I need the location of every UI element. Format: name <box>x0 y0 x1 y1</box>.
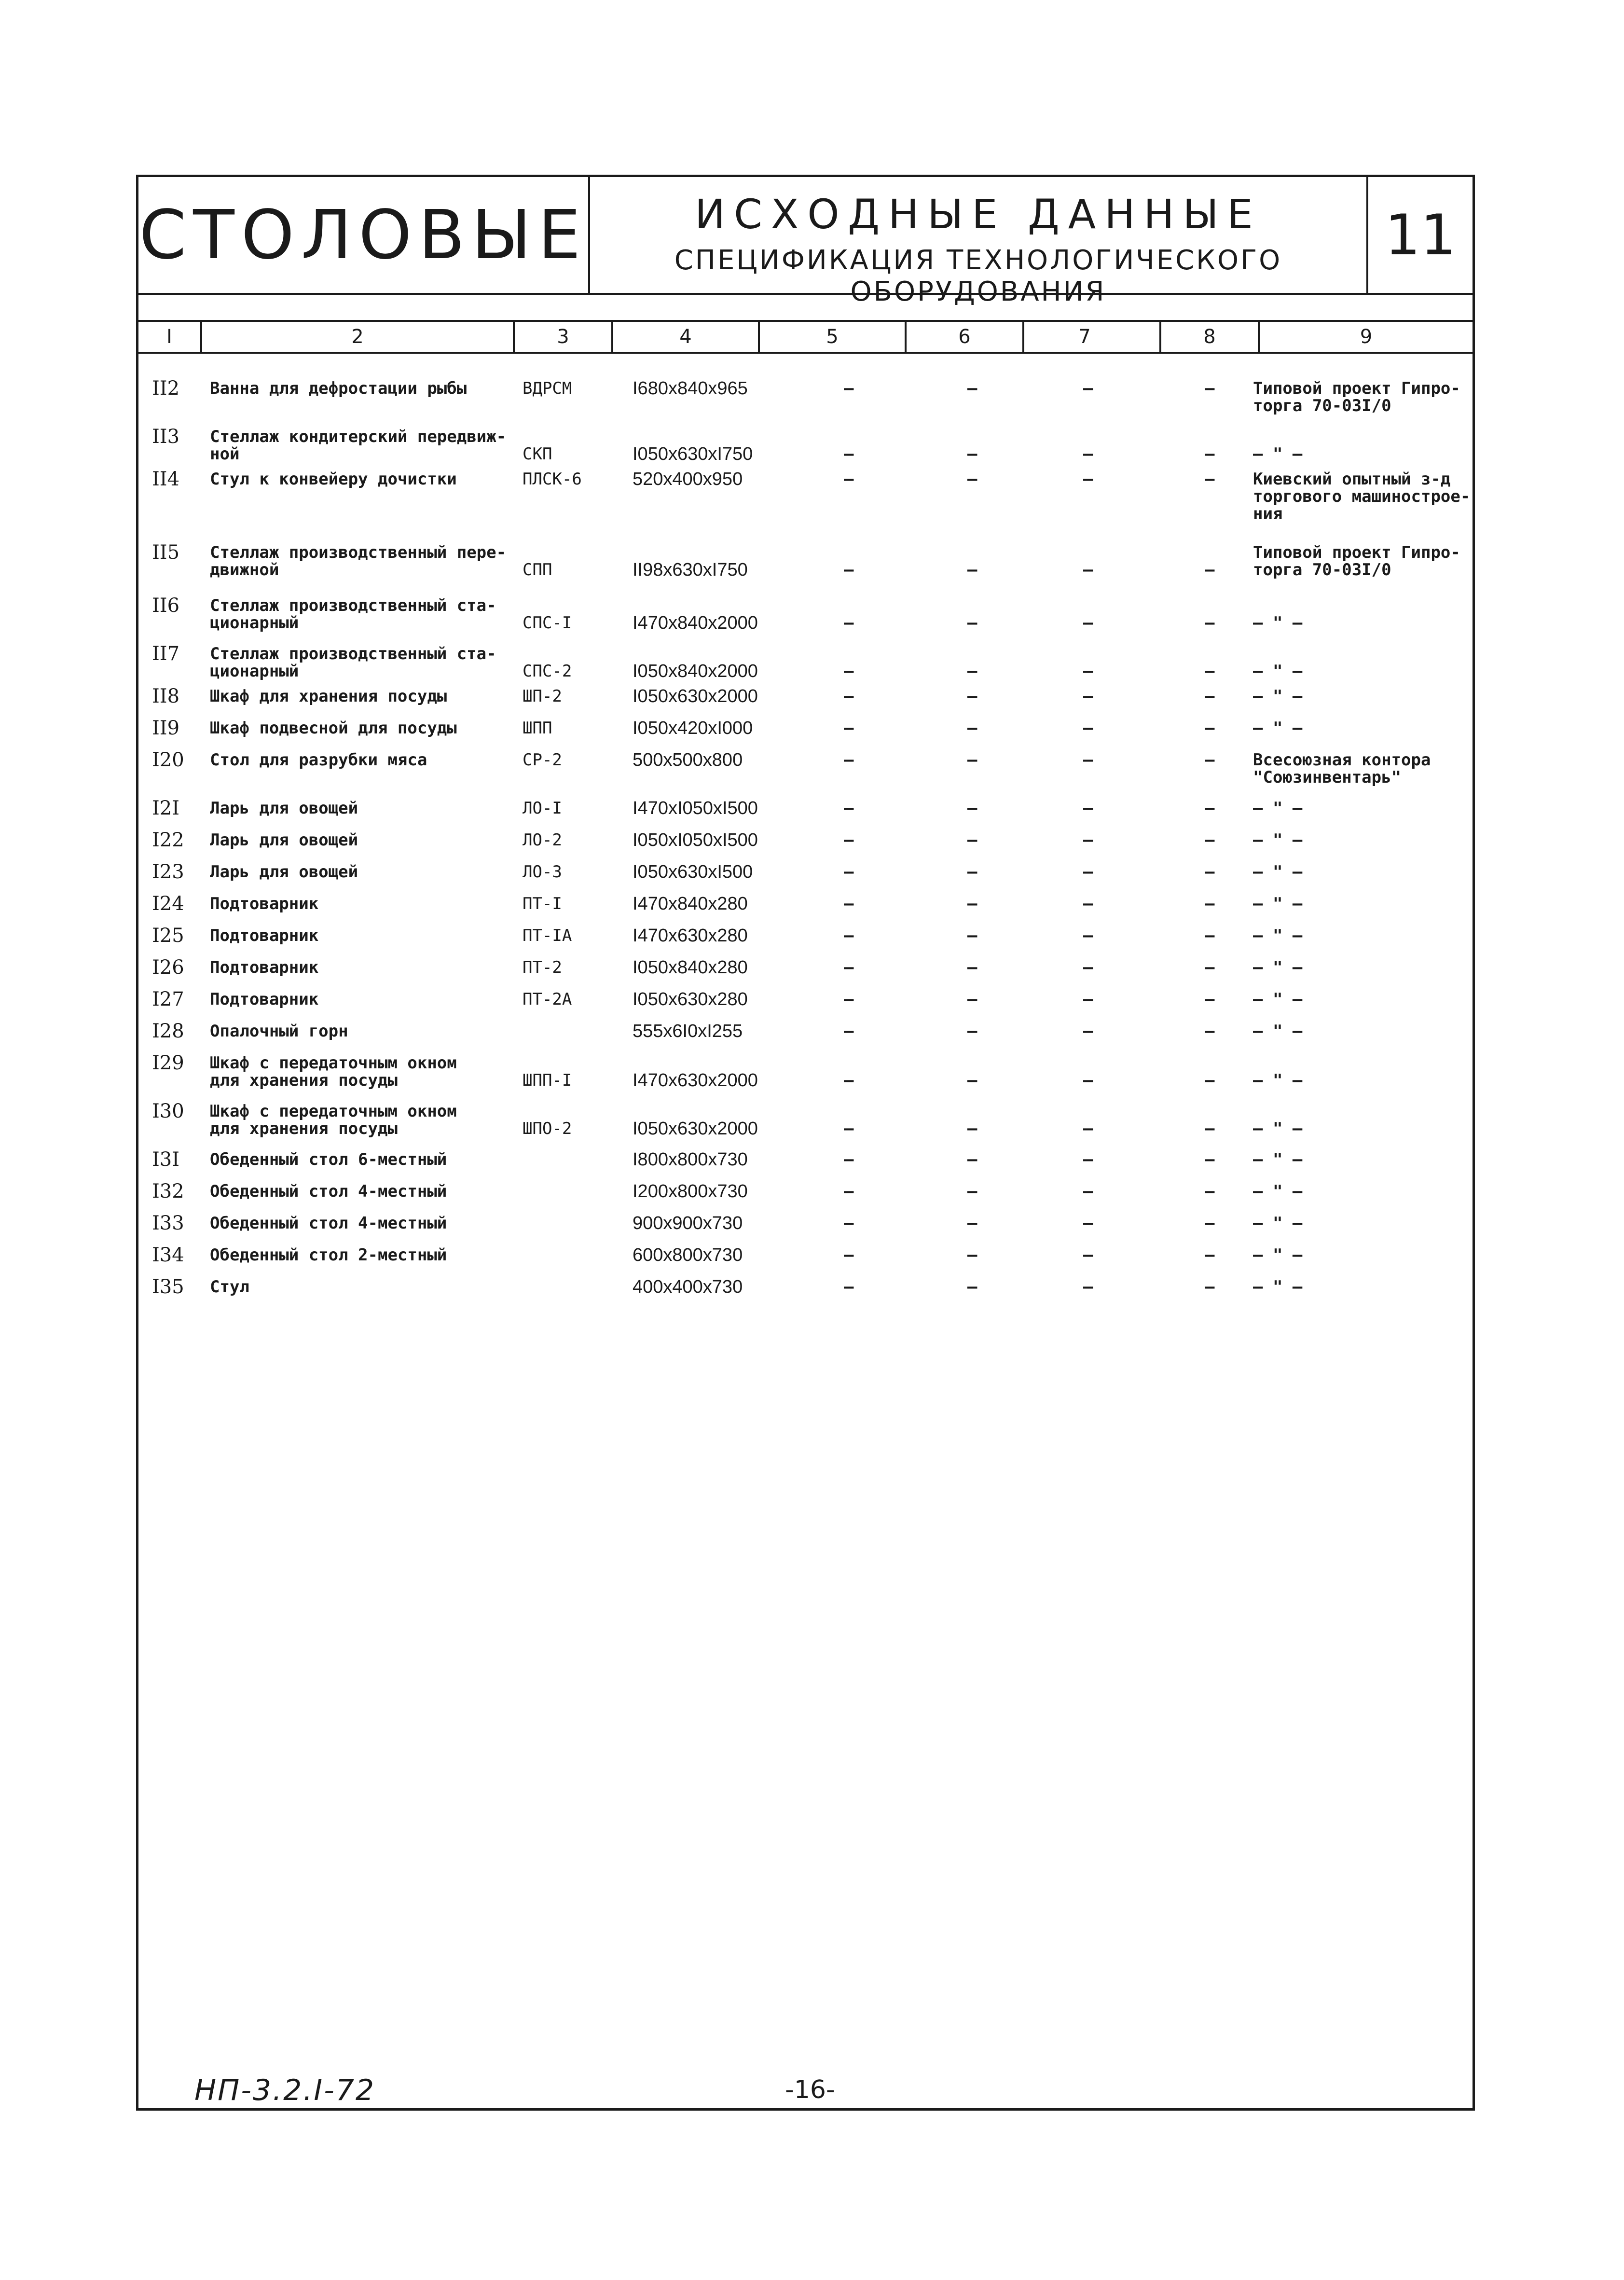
column-5-value: – <box>844 1150 854 1169</box>
divider <box>138 293 1473 295</box>
column-5-value: – <box>844 958 854 977</box>
source-reference: Типовой проект Гипро- торга 70-03I/0 <box>1253 543 1460 580</box>
equipment-code: СПС-I <box>523 613 572 633</box>
column-8-value: – <box>1205 687 1215 706</box>
column-6-value: – <box>967 862 977 882</box>
divider <box>138 352 1473 354</box>
equipment-code: ЛО-2 <box>523 830 562 850</box>
column-5-value: – <box>844 1245 854 1265</box>
column-6-value: – <box>967 830 977 850</box>
dimensions: 500x500x800 <box>633 750 743 770</box>
column-8-value: – <box>1205 799 1215 818</box>
source-reference: Киевский опытный з-д торгового машинострое- ния <box>1253 470 1471 524</box>
column-5-value: – <box>844 799 854 818</box>
row-number: I23 <box>152 861 184 883</box>
column-5-value: – <box>844 1119 854 1138</box>
column-6-value: – <box>967 1071 977 1090</box>
document-code: НП-3.2.I-72 <box>194 2073 376 2107</box>
title-block <box>138 177 1473 307</box>
column-8-value: – <box>1205 750 1215 770</box>
equipment-code: СКП <box>523 444 552 464</box>
column-8-value: – <box>1205 379 1215 398</box>
equipment-name: Стеллаж кондитерский передвиж- ной <box>210 427 507 464</box>
column-6-value: – <box>967 470 977 489</box>
column-6-value: – <box>967 1182 977 1201</box>
column-5-value: – <box>844 1277 854 1297</box>
equipment-code: ЛО-I <box>523 799 562 818</box>
equipment-name: Обеденный стол 6-местный <box>210 1150 447 1169</box>
dimensions: I050x630x2000 <box>633 1119 758 1139</box>
column-7-value: – <box>1083 470 1093 489</box>
title-box <box>590 177 1368 307</box>
dimensions: 520x400x950 <box>633 469 743 489</box>
dimensions: I050x840x2000 <box>633 661 758 681</box>
dimensions: II98x630xI750 <box>633 560 748 580</box>
column-7-value: – <box>1083 1150 1093 1169</box>
column-6-value: – <box>967 990 977 1009</box>
dimensions: I470x630x280 <box>633 926 748 946</box>
equipment-name: Ванна для дефростации рыбы <box>210 379 467 398</box>
column-5-value: – <box>844 830 854 850</box>
equipment-name: Ларь для овощей <box>210 799 358 818</box>
source-reference: – " – <box>1253 613 1303 633</box>
equipment-name: Обеденный стол 4-местный <box>210 1182 447 1201</box>
equipment-name: Подтоварник <box>210 990 319 1009</box>
column-5-value: – <box>844 990 854 1009</box>
dimensions: 600x800x730 <box>633 1245 743 1265</box>
equipment-code: ШПП <box>523 719 552 738</box>
column-8-value: – <box>1205 613 1215 633</box>
source-reference: – " – <box>1253 894 1303 913</box>
equipment-code: ПТ-2А <box>523 990 572 1009</box>
source-reference: – " – <box>1253 1150 1303 1169</box>
equipment-code: СПП <box>523 560 552 580</box>
document-subtitle: СПЕЦИФИКАЦИЯ ТЕХНОЛОГИЧЕСКОГО ОБОРУДОВАНИЯ <box>674 245 1282 307</box>
column-8-value: – <box>1205 1214 1215 1233</box>
column-5-value: – <box>844 662 854 681</box>
column-8-value: – <box>1205 560 1215 580</box>
column-8-value: – <box>1205 862 1215 882</box>
column-header: 6 <box>958 326 971 348</box>
dimensions: I470x630x2000 <box>633 1070 758 1091</box>
column-7-value: – <box>1083 613 1093 633</box>
equipment-code: ЛО-3 <box>523 862 562 882</box>
column-8-value: – <box>1205 1022 1215 1041</box>
column-7-value: – <box>1083 862 1093 882</box>
equipment-name: Опалочный горн <box>210 1022 348 1041</box>
column-header: 3 <box>557 326 569 348</box>
source-reference: – " – <box>1253 958 1303 977</box>
dimensions: 555x6I0xI255 <box>633 1021 743 1041</box>
row-number: II2 <box>152 377 180 400</box>
source-reference: – " – <box>1253 1277 1303 1297</box>
column-7-value: – <box>1083 894 1093 913</box>
equipment-name: Обеденный стол 4-местный <box>210 1214 447 1233</box>
source-reference: – " – <box>1253 830 1303 850</box>
row-number: I28 <box>152 1020 184 1042</box>
column-7-value: – <box>1083 958 1093 977</box>
column-6-value: – <box>967 926 977 945</box>
column-6-value: – <box>967 687 977 706</box>
column-5-value: – <box>844 470 854 489</box>
row-number: II8 <box>152 685 180 707</box>
column-6-value: – <box>967 1245 977 1265</box>
column-5-value: – <box>844 1214 854 1233</box>
column-8-value: – <box>1205 1245 1215 1265</box>
dimensions: I470x840x2000 <box>633 613 758 633</box>
equipment-code: ПЛСК-6 <box>523 470 582 489</box>
row-number: I27 <box>152 988 184 1010</box>
source-reference: Типовой проект Гипро- торга 70-03I/0 <box>1253 379 1460 415</box>
column-8-value: – <box>1205 662 1215 681</box>
source-reference: – " – <box>1253 662 1303 681</box>
column-6-value: – <box>967 613 977 633</box>
document-title: ИСХОДНЫЕ ДАННЫЕ <box>695 191 1262 238</box>
dimensions: I470x840x280 <box>633 894 748 914</box>
equipment-code: ПТ-IА <box>523 926 572 945</box>
source-reference: – " – <box>1253 1214 1303 1233</box>
dimensions: I050x840x280 <box>633 957 748 978</box>
column-5-value: – <box>844 1022 854 1041</box>
column-7-value: – <box>1083 719 1093 738</box>
column-8-value: – <box>1205 1150 1215 1169</box>
column-5-value: – <box>844 1182 854 1201</box>
dimensions: I050xI050xI500 <box>633 830 758 850</box>
column-5-value: – <box>844 862 854 882</box>
equipment-code: ПТ-I <box>523 894 562 913</box>
equipment-name: Стеллаж производственный ста- ционарный <box>210 596 496 633</box>
column-7-value: – <box>1083 750 1093 770</box>
column-5-value: – <box>844 926 854 945</box>
source-reference: – " – <box>1253 990 1303 1009</box>
column-header: 9 <box>1360 326 1373 348</box>
equipment-name: Ларь для овощей <box>210 830 358 850</box>
column-header: 5 <box>826 326 839 348</box>
row-number: I32 <box>152 1180 184 1202</box>
column-7-value: – <box>1083 1245 1093 1265</box>
column-6-value: – <box>967 799 977 818</box>
source-reference: – " – <box>1253 1119 1303 1138</box>
column-8-value: – <box>1205 926 1215 945</box>
equipment-code: СР-2 <box>523 750 562 770</box>
source-reference: – " – <box>1253 687 1303 706</box>
column-6-value: – <box>967 444 977 464</box>
row-number: II3 <box>152 426 180 448</box>
column-7-value: – <box>1083 1071 1093 1090</box>
source-reference: – " – <box>1253 1022 1303 1041</box>
column-7-value: – <box>1083 1182 1093 1201</box>
column-8-value: – <box>1205 1182 1215 1201</box>
source-reference: – " – <box>1253 926 1303 945</box>
column-8-value: – <box>1205 1071 1215 1090</box>
equipment-name: Стеллаж производственный ста- ционарный <box>210 644 496 681</box>
column-7-value: – <box>1083 990 1093 1009</box>
column-8-value: – <box>1205 1277 1215 1297</box>
row-number: I20 <box>152 749 184 771</box>
dimensions: 400x400x730 <box>633 1277 743 1297</box>
column-header: 7 <box>1078 326 1091 348</box>
dimensions: I050x630xI500 <box>633 862 753 882</box>
equipment-code: СПС-2 <box>523 662 572 681</box>
column-header: I <box>166 326 172 348</box>
equipment-name: Подтоварник <box>210 894 319 913</box>
column-5-value: – <box>844 1071 854 1090</box>
column-8-value: – <box>1205 830 1215 850</box>
column-6-value: – <box>967 894 977 913</box>
row-number: I30 <box>152 1100 184 1122</box>
page-number: -16- <box>785 2075 835 2104</box>
equipment-code: ПТ-2 <box>523 958 562 977</box>
equipment-name: Подтоварник <box>210 958 319 977</box>
column-7-value: – <box>1083 687 1093 706</box>
equipment-name: Шкаф с передаточным окном для хранения посуды <box>210 1053 457 1090</box>
equipment-name: Стул <box>210 1277 249 1297</box>
equipment-code: ШПП-I <box>523 1071 572 1090</box>
column-8-value: – <box>1205 719 1215 738</box>
column-8-value: – <box>1205 894 1215 913</box>
dimensions: I800x800x730 <box>633 1149 748 1170</box>
column-7-value: – <box>1083 1214 1093 1233</box>
equipment-name: Шкаф подвесной для посуды <box>210 719 457 738</box>
dimensions: I470xI050xI500 <box>633 798 758 818</box>
row-number: II7 <box>152 643 180 665</box>
row-number: I34 <box>152 1244 184 1266</box>
row-number: I35 <box>152 1276 184 1298</box>
source-reference: Всесоюзная контора "Союзинвентарь" <box>1253 750 1431 787</box>
column-header: 8 <box>1203 326 1216 348</box>
column-5-value: – <box>844 719 854 738</box>
column-6-value: – <box>967 379 977 398</box>
dimensions: I680x840x965 <box>633 378 748 399</box>
column-5-value: – <box>844 613 854 633</box>
row-number: I29 <box>152 1052 184 1074</box>
column-8-value: – <box>1205 958 1215 977</box>
source-reference: – " – <box>1253 1182 1303 1201</box>
row-number: II9 <box>152 717 180 739</box>
source-reference: – " – <box>1253 1071 1303 1090</box>
column-6-value: – <box>967 1022 977 1041</box>
column-5-value: – <box>844 444 854 464</box>
column-header: 2 <box>351 326 364 348</box>
row-number: I33 <box>152 1212 184 1234</box>
column-7-value: – <box>1083 830 1093 850</box>
column-6-value: – <box>967 1214 977 1233</box>
column-7-value: – <box>1083 662 1093 681</box>
column-6-value: – <box>967 662 977 681</box>
column-7-value: – <box>1083 1119 1093 1138</box>
equipment-name: Шкаф для хранения посуды <box>210 687 447 706</box>
column-8-value: – <box>1205 990 1215 1009</box>
equipment-name: Обеденный стол 2-местный <box>210 1245 447 1265</box>
row-number: I22 <box>152 829 184 851</box>
equipment-name: Стеллаж производственный пере- движной <box>210 543 507 580</box>
column-header-row <box>138 322 1473 352</box>
equipment-name: Стул к конвейеру дочистки <box>210 470 457 489</box>
column-5-value: – <box>844 560 854 580</box>
equipment-name: Стол для разрубки мяса <box>210 750 427 770</box>
page-frame <box>136 175 1475 2111</box>
column-7-value: – <box>1083 1022 1093 1041</box>
row-number: I26 <box>152 956 184 979</box>
equipment-code: ВДРСМ <box>523 379 572 398</box>
column-header: 4 <box>679 326 692 348</box>
equipment-code: ШПО-2 <box>523 1119 572 1138</box>
column-7-value: – <box>1083 926 1093 945</box>
column-5-value: – <box>844 750 854 770</box>
source-reference: – " – <box>1253 719 1303 738</box>
column-8-value: – <box>1205 444 1215 464</box>
column-8-value: – <box>1205 1119 1215 1138</box>
row-number: II4 <box>152 468 180 490</box>
column-7-value: – <box>1083 444 1093 464</box>
source-reference: – " – <box>1253 1245 1303 1265</box>
column-7-value: – <box>1083 799 1093 818</box>
dimensions: I050x630x280 <box>633 989 748 1009</box>
logo-title: СТОЛОВЫЕ <box>138 177 590 293</box>
equipment-code: ШП-2 <box>523 687 562 706</box>
column-8-value: – <box>1205 470 1215 489</box>
dimensions: I050x630xI750 <box>633 444 753 464</box>
column-5-value: – <box>844 687 854 706</box>
row-number: I3I <box>152 1148 180 1171</box>
row-number: I24 <box>152 893 184 915</box>
column-6-value: – <box>967 719 977 738</box>
equipment-name: Подтоварник <box>210 926 319 945</box>
equipment-name: Шкаф с передаточным окном для хранения посуды <box>210 1102 457 1138</box>
column-6-value: – <box>967 1150 977 1169</box>
source-reference: – " – <box>1253 799 1303 818</box>
column-6-value: – <box>967 958 977 977</box>
column-5-value: – <box>844 894 854 913</box>
row-number: II5 <box>152 541 180 564</box>
dimensions: I050x420xI000 <box>633 718 753 738</box>
row-number: I25 <box>152 925 184 947</box>
dimensions: 900x900x730 <box>633 1213 743 1233</box>
column-6-value: – <box>967 1119 977 1138</box>
row-number: II6 <box>152 594 180 617</box>
source-reference: – " – <box>1253 862 1303 882</box>
equipment-name: Ларь для овощей <box>210 862 358 882</box>
row-number: I2I <box>152 797 180 819</box>
dimensions: I200x800x730 <box>633 1181 748 1202</box>
column-7-value: – <box>1083 560 1093 580</box>
column-5-value: – <box>844 379 854 398</box>
sheet-number: 11 <box>1385 202 1456 268</box>
source-reference: – " – <box>1253 444 1303 464</box>
column-7-value: – <box>1083 379 1093 398</box>
dimensions: I050x630x2000 <box>633 686 758 706</box>
column-6-value: – <box>967 750 977 770</box>
column-6-value: – <box>967 560 977 580</box>
column-6-value: – <box>967 1277 977 1297</box>
column-7-value: – <box>1083 1277 1093 1297</box>
